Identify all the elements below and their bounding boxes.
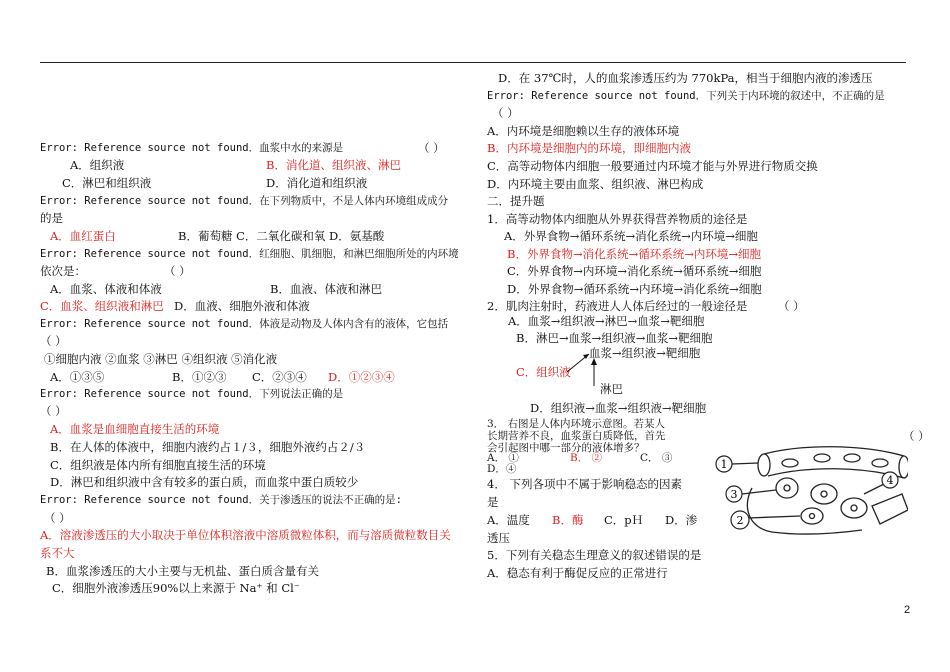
q4-stem: Error: Reference source not found．体液是动物及人体内含有的液体，它包括 xyxy=(40,318,449,330)
q3-stem-1: Error: Reference source not found．红细胞、肌细胞，和淋巴细胞所处的内环境 xyxy=(40,248,459,260)
p3-option-a: A． ① xyxy=(487,452,519,464)
q7-stem: Error: Reference source not found．下列关于内环境的叙述中，不正确的是 xyxy=(487,90,885,102)
q5-option-d: D．淋巴和组织液中含有较多的蛋白质，而血浆中蛋白质较少 xyxy=(50,475,359,489)
q5-stem: Error: Reference source not found．下列说法正确的是 xyxy=(40,388,344,400)
p2-option-c-top: 血浆→组织液→靶细胞 xyxy=(589,346,701,360)
p1-option-a: A．外界食物→循环系统→消化系统→内环境→细胞 xyxy=(504,229,758,243)
figure-label-1: 1 xyxy=(720,458,728,471)
p5-option-a: A．稳态有利于酶促反应的正常进行 xyxy=(487,566,668,580)
figure-label-2: 2 xyxy=(736,514,744,527)
q3-paren: （ ） xyxy=(164,264,191,278)
p4-stem-1: 4． 下列各项中不属于影响稳态的因素 xyxy=(487,477,682,491)
p3-stem-2: 长期营养不良，血浆蛋白质降低，首先 xyxy=(487,430,666,442)
q6-option-d: D．在 37℃时，人的血浆渗透压约为 770kPa，相当于细胞内液的渗透压 xyxy=(498,71,873,85)
q7-option-a: A．内环境是细胞赖以生存的液体环境 xyxy=(487,124,680,138)
p2-option-c-label: C．组织液 xyxy=(516,365,571,379)
q4-option-a: A．①③⑤ xyxy=(50,370,105,384)
q3-option-a: A．血浆、体液和体液 xyxy=(50,282,162,296)
q2-stem-2: 的是 xyxy=(40,211,63,225)
p2-stem: 2．肌肉注射时，药液进人人体后经过的一般途径是 xyxy=(487,299,748,313)
q6-option-a-line2: 系不大 xyxy=(40,546,75,560)
q2-option-a: A．血红蛋白 xyxy=(50,229,116,243)
q1-option-c: C．淋巴和组织液 xyxy=(62,176,152,190)
q2-options-bcd: B．葡萄糖 C．二氧化碳和氧 D．氨基酸 xyxy=(178,229,385,243)
p4-stem-2: 是 xyxy=(487,495,499,509)
p2-option-b: B．淋巴→血浆→组织液→血浆→靶细胞 xyxy=(516,331,713,345)
q3-option-c: C．血浆、组织液和淋巴 xyxy=(40,299,164,313)
p3-option-b: B． ② xyxy=(570,452,603,464)
p4-option-b: B．酶 xyxy=(552,513,584,527)
q6-option-a-line1: A．溶液渗透压的大小取决于单位体积溶液中溶质微粒体积，而与溶质微粒数目关 xyxy=(40,528,451,542)
q7-paren: （ ） xyxy=(492,106,519,120)
p2-option-a: A．血浆→组织液→淋巴→血浆→靶细胞 xyxy=(508,314,705,328)
p5-stem: 5．下列有关稳态生理意义的叙述错误的是 xyxy=(487,548,702,562)
q5-option-a: A．血浆是血细胞直接生活的环境 xyxy=(50,422,220,436)
p4-option-a: A．温度 xyxy=(487,513,530,527)
p3-paren: （ ） xyxy=(903,429,930,443)
p3-option-c: C． ③ xyxy=(640,452,673,464)
inner-environment-figure xyxy=(712,436,908,536)
q1-option-d: D．消化道和组织液 xyxy=(266,176,368,190)
p1-stem: 1．高等动物体内细胞从外界获得营养物质的途径是 xyxy=(487,212,748,226)
p1-option-d: D．外界食物→循环系统→内环境→消化系统→细胞 xyxy=(507,282,762,296)
q3-option-b: B．血液、体液和淋巴 xyxy=(270,282,382,296)
p3-option-d: D．④ xyxy=(487,463,517,475)
q5-option-b: B．在人体的体液中，细胞内液约占１/３，细胞外液约占２/３ xyxy=(50,440,366,454)
q6-stem: Error: Reference source not found．关于渗透压的说法不正确的是: xyxy=(40,494,402,506)
p4-option-c: C．pＨ xyxy=(604,513,644,527)
header-rule xyxy=(40,62,906,63)
q4-option-b: B．①②③ xyxy=(172,370,227,384)
p2-paren: （ ） xyxy=(778,299,805,313)
figure-label-3: 3 xyxy=(730,488,738,501)
q1-option-a: A．组织液 xyxy=(70,158,125,172)
figure-label-4: 4 xyxy=(886,474,894,487)
p4-option-d-line1: D．渗 xyxy=(665,513,698,527)
p3-stem-1: 3． 右图是人体内环境示意图。若某人 xyxy=(487,418,666,430)
q4-option-c: C．②③④ xyxy=(252,370,307,384)
p1-option-c: C．外界食物→内环境→消化系统→循环系统→细胞 xyxy=(507,264,762,278)
q1-stem: Error: Reference source not found．血浆中水的来源是 xyxy=(40,142,344,154)
q4-option-d: D．①②③④ xyxy=(328,370,395,384)
section-heading: 二．提升题 xyxy=(487,194,545,208)
q7-option-b: B．内环境是细胞内的环境，即细胞内液 xyxy=(487,141,691,155)
q4-items: ①细胞内液 ②血浆 ③淋巴 ④组织液 ⑤消化液 xyxy=(44,352,278,366)
p3-stem-3: 会引起图中哪一部分的液体增多？ xyxy=(487,442,645,454)
p2-option-c-bottom: 淋巴 xyxy=(600,382,623,396)
q2-stem-1: Error: Reference source not found．在下列物质中，不是人体内环境组成成分 xyxy=(40,195,449,207)
q1-paren: （ ） xyxy=(418,141,445,155)
q1-option-b: B．消化道、组织液、淋巴 xyxy=(266,158,401,172)
q4-paren: （ ） xyxy=(40,334,67,348)
q5-paren: （ ） xyxy=(40,404,67,418)
q5-option-c: C．组织液是体内所有细胞直接生活的环境 xyxy=(50,458,266,472)
q7-option-d: D．内环境主要由血浆、组织液、淋巴构成 xyxy=(487,177,704,191)
p1-option-b: B．外界食物→消化系统→循环系统→内环境→细胞 xyxy=(507,247,761,261)
q3-stem-2: 依次是： xyxy=(40,264,86,278)
p4-option-d-line2: 透压 xyxy=(487,531,510,545)
p2-option-d: D．组织液→血浆→组织液→靶细胞 xyxy=(530,401,707,415)
q6-paren: （ ） xyxy=(44,511,71,525)
q6-option-c: C．细胞外液渗透压90%以上来源于 Na⁺ 和 Cl⁻ xyxy=(52,581,300,595)
page-number: 2 xyxy=(904,604,911,616)
q7-option-c: C．高等动物体内细胞一般要通过内环境才能与外界进行物质交换 xyxy=(487,159,818,173)
q3-option-d: D．血液、细胞外液和体液 xyxy=(174,299,310,313)
q6-option-b: B．血浆渗透压的大小主要与无机盐、蛋白质含量有关 xyxy=(46,564,319,578)
